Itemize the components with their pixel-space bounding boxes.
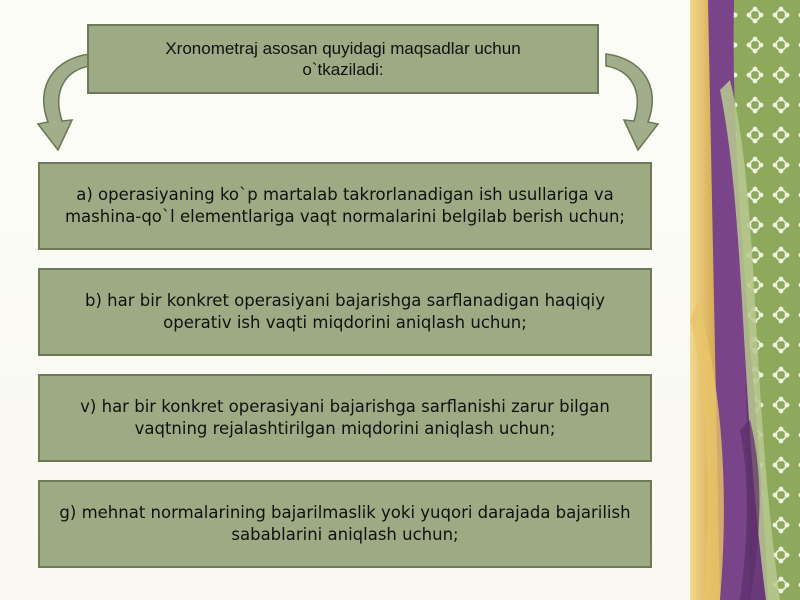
decorative-ornament-strip	[690, 0, 800, 600]
item-box-b	[38, 268, 652, 356]
item-text-g: g) mehnat normalarining bajarilmaslik yoki yuqori darajada bajarilish sabablarini aniqlash uchun;	[59, 503, 631, 544]
item-box-g	[38, 480, 652, 568]
item-box-v	[38, 374, 652, 462]
title-text: Xronometraj asosan quyidagi maqsadlar uchun o`tkaziladi:	[165, 39, 521, 79]
item-text-b: b) har bir konkret operasiyani bajarishga sarflanadigan haqiqiy operativ ish vaqti miqdorini aniqlash uchun;	[84, 291, 606, 332]
item-text-v: v) har bir konkret operasiyani bajarishga sarflanishi zarur bilgan vaqtning rejalashtirilgan miqdorini aniqlash uchun;	[80, 397, 610, 438]
item-box-a	[38, 162, 652, 250]
item-text-a: a) operasiyaning ko`p martalab takrorlanadigan ish usullariga va mashina-qo`l elementlariga vaqt normalarini belgilab berish uchun;	[64, 185, 625, 226]
title-box	[87, 24, 599, 94]
curved-arrow-right-icon	[598, 40, 668, 155]
